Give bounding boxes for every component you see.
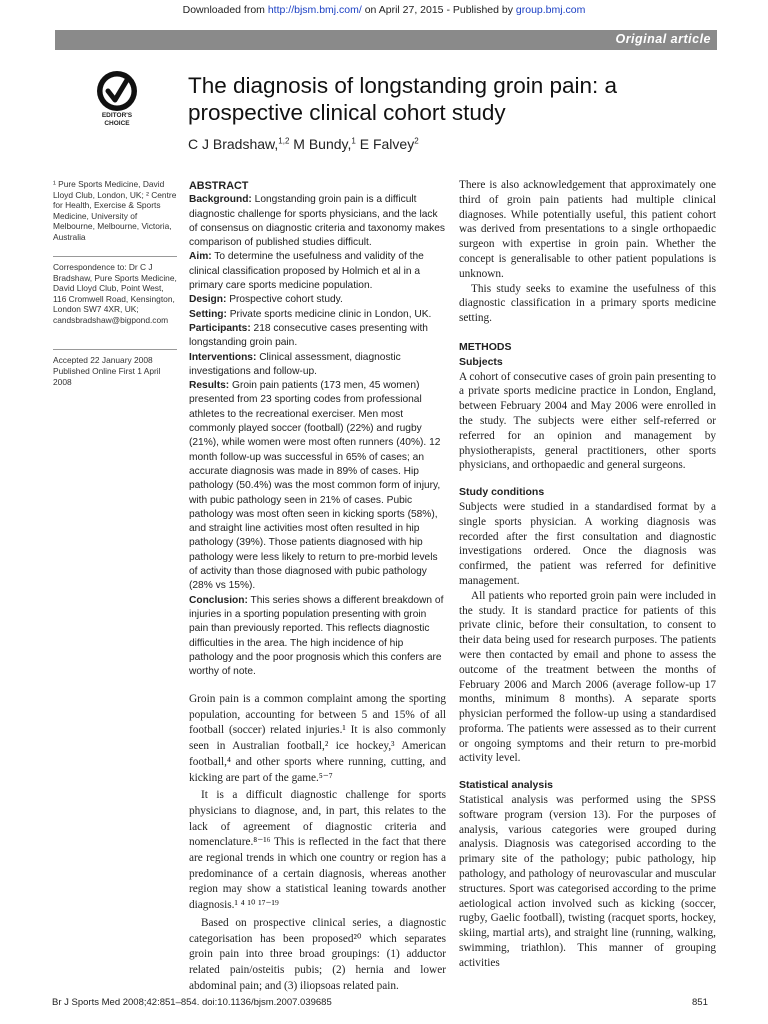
study-conditions-heading: Study conditions bbox=[459, 486, 545, 499]
abstract-aim: Aim: To determine the usefulness and validity of the clinical classification proposed by Holmich et al in a primary care sports medicine population. bbox=[189, 251, 424, 292]
abstract-background: Background: Longstanding groin pain is a difficult diagnostic challenge for sports physicians, and the lack of consensus on diagnostic criteria and taxonomy makes comparison of published studies difficult. bbox=[189, 194, 445, 249]
article-type-label: Original article bbox=[615, 32, 711, 46]
publisher-link[interactable]: group.bmj.com bbox=[515, 4, 586, 16]
author-name: M Bundy, bbox=[289, 136, 352, 152]
abstract-results: Results: Groin pain patients (173 men, 45 women) presented from 23 sporting codes from professional athletes to the recreational exerciser. Men most commonly played soccer (football) (22%) and rugby (21%), while women were most often runners (40%). 12 month follow-up was successful in 65% of cases; an accurate diagnosis was made in 89% of cases. Hip pathology (50.4%) was the most common form of injury, with pubic pathology seen in 21% of cases. Pubic pathology was most often seen in kicking sports (58%), and straight line activities most often resulted in hip pathology (39%). Those patients diagnosed with hip pathology were less likely to return to pre-morbid levels of activity than those diagnosed with pubic pathology (28% vs 15%). bbox=[189, 380, 441, 592]
published-date: Published Online First 1 April 2008 bbox=[53, 366, 161, 387]
abstract-heading: ABSTRACT bbox=[189, 180, 249, 192]
body-paragraph: A cohort of consecutive cases of groin pain presenting to a private sports medicine practice in London, England, between February 2004 and May 2006 were enrolled in the study. The subjects were either self-referred or referred for an opinion and management by physiotherapists, general practitioners, other sports physicians, and orthopaedic and general surgeons. bbox=[459, 370, 716, 472]
body-paragraph: Based on prospective clinical series, a diagnostic categorisation has been proposed²⁰ which separates groin pain into three broad groupings: (1) adductor related pain/osteitis pubis; (2) hernia and lower abdominal pain; and (3) iliopsoas related pain. bbox=[189, 916, 446, 992]
editors-choice-check-icon bbox=[96, 70, 138, 112]
methods-heading: METHODS bbox=[459, 340, 512, 353]
journal-link[interactable]: http://bjsm.bmj.com/ bbox=[267, 4, 362, 16]
statistical-analysis-heading: Statistical analysis bbox=[459, 779, 553, 792]
accepted-date: Accepted 22 January 2008 bbox=[53, 355, 153, 365]
introduction bbox=[189, 692, 446, 996]
divider bbox=[53, 256, 177, 257]
author-name: C J Bradshaw, bbox=[188, 136, 279, 152]
body-paragraph: Subjects were studied in a standardised format by a single sports physician. A working diagnosis was recorded after the first consultation and diagnostic investigations ordered. Once the diagnosis was confirmed, the patient was referred for definitive management. bbox=[459, 500, 716, 587]
abstract-conclusion: Conclusion: This series shows a different breakdown of injuries in a sporting population presenting with groin pain than previously reported. This reflects diagnostic difficulties in the area. The high incidence of hip pathology and the poor prognosis which this confers are worthy of note. bbox=[189, 594, 444, 678]
page-number: 851 bbox=[692, 997, 708, 1008]
abstract-interventions: Interventions: Clinical assessment, diagnostic investigations and follow-up. bbox=[189, 351, 401, 377]
divider bbox=[53, 349, 177, 350]
right-column bbox=[459, 178, 716, 971]
body-paragraph: This study seeks to examine the usefulness of this diagnostic classification in a primary sports medicine setting. bbox=[459, 282, 716, 325]
abstract-participants: Participants: 218 consecutive cases presenting with longstanding groin pain. bbox=[189, 322, 428, 349]
citation: Br J Sports Med 2008;42:851–854. doi:10.1136/bjsm.2007.039685 bbox=[52, 997, 332, 1008]
body-paragraph: It is a difficult diagnostic challenge for sports physicians to diagnose, and, in part, this relates to the lack of agreement of diagnostic criteria and nomenclature.⁸⁻¹⁶ This is reflected in the fact that there are regional trends in which one country or region has a predominance of a certain diagnosis, whereas another region may show a statistical leaning towards another diagnosis.¹ ⁴ ¹⁰ ¹⁷⁻¹⁹ bbox=[189, 789, 446, 912]
affiliations: ¹ Pure Sports Medicine, David Lloyd Club, London, UK; ² Centre for Health, Exercise & Sports Medicine, University of Melbourne, Melbourne, Victoria, Australia bbox=[53, 179, 177, 242]
body-paragraph: There is also acknowledgement that approximately one third of groin pain patients had multiple clinical diagnoses. While potentially useful, this patient cohort was derived from presentations to a single orthopaedic surgeon with expertise in groin pain. Whether the concept is generalisable to other patient populations is unknown. bbox=[459, 179, 716, 280]
download-notice: Downloaded from http://bjsm.bmj.com/ on April 27, 2015 - Published by group.bmj.com bbox=[182, 4, 586, 16]
correspondence: Correspondence to: Dr C J Bradshaw, Pure Sports Medicine, David Lloyd Club, Point West, 116 Cromwell Road, Kensington, London SW7 4XR, UK; candsbradshaw@bigpond.com bbox=[53, 262, 177, 325]
editors-choice-label: EDITOR'S CHOICE bbox=[101, 112, 133, 127]
body-paragraph: All patients who reported groin pain were included in the study. It is standard practice for patients of this private clinic, before their consultation, to consent to their data being used for research purposes. The patients were then contacted by email and phone to assess the outcome of the treatment between the months of February 2006 and March 2006 (average follow-up 17 months, minimum 8 months). A separate sports physician performed the follow-up using a standardised proforma. The patients were assessed as to their current or ongoing symptoms and their return to pre-morbid activity level. bbox=[459, 589, 716, 765]
author-name: E Falvey bbox=[355, 136, 415, 152]
abstract-design: Design: Prospective cohort study. bbox=[189, 294, 343, 306]
body-paragraph: Statistical analysis was performed using the SPSS software program (version 13). For the purposes of analysis, various categories were grouped during analysis. Diagnosis was categorised according to the primary site of the pathology; pubic pathology, hip pathology, and pathology of neurovascular and muscular structures. Sport was categorised according to the prime aetiological action involved such as kicking (soccer, rugby, Gaelic football), twisting (racquet sports, hockey, skiing, martial arts), and straight line (running, walking, swimming, triathlon). This manner of grouping activities bbox=[459, 794, 716, 969]
author-list: C J Bradshaw,$^{1,2}$ M Bundy,$^1$ E Falvey$^2$ bbox=[188, 136, 419, 152]
article-title: The diagnosis of longstanding groin pain: a prospective clinical cohort study bbox=[188, 73, 618, 125]
abstract bbox=[189, 179, 446, 679]
subjects-heading: Subjects bbox=[459, 355, 503, 368]
body-paragraph: Groin pain is a common complaint among the sporting population, accounting for between 5 and 15% of all football (soccer) related injuries.¹ It is also commonly seen in Australian football,² ice hockey,³ American football,⁴ and other sports where running, cutting, and kicking are part of the game.⁵⁻⁷ bbox=[189, 693, 446, 784]
abstract-setting: Setting: Private sports medicine clinic in London, UK. bbox=[189, 308, 432, 320]
article-type-band bbox=[55, 30, 717, 50]
